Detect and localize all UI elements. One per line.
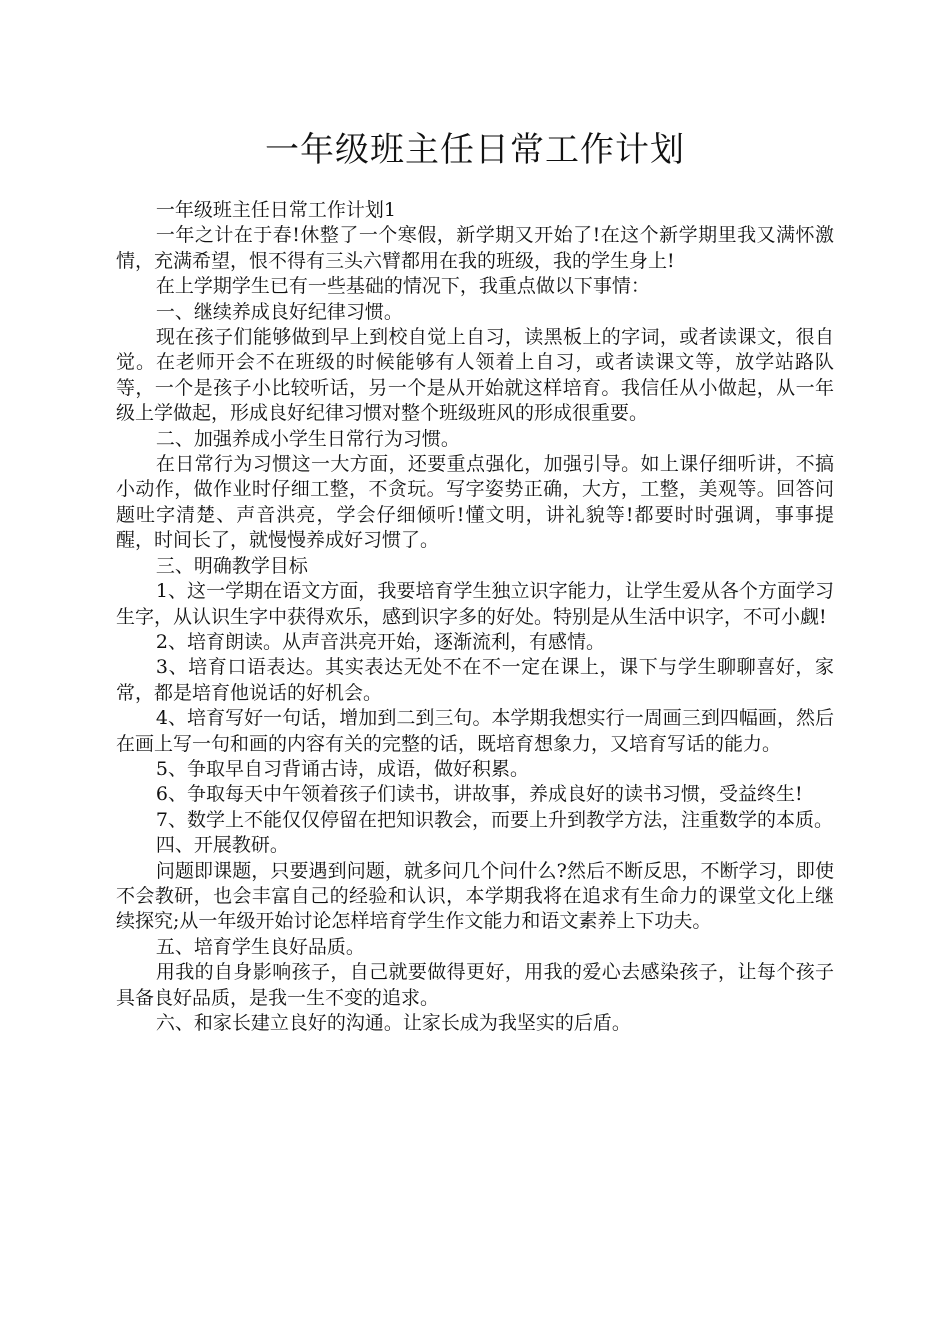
document-title: 一年级班主任日常工作计划 [265,130,685,170]
list-item-paragraph: 2、培育朗读。从声音洪亮开始，逐渐流利，有感情。 [155,630,605,653]
list-item-paragraph: 3、培育口语表达。其实表达无处不在不一定在课上，课下与学生聊聊喜好，家常，都是培育他说话的好机会。 [116,656,834,704]
subtitle-paragraph: 一年级班主任日常工作计划1 [155,199,396,221]
body-paragraph: 用我的自身影响孩子，自己就要做得更好，用我的爱心去感染孩子，让每个孩子具备良好品质，是我一生不变的追求。 [116,961,834,1009]
intro-paragraph: 在上学期学生已有一些基础的情况下，我重点做以下事情： [155,275,650,298]
section-heading: 三、明确教学目标 [155,554,308,577]
list-item-paragraph: 4、培育写好一句话，增加到二到三句。本学期我想实行一周画三到四幅画，然后在画上写一句和画的内容有关的完整的话，既培育想象力，又培育写话的能力。 [116,707,834,755]
section-heading: 五、培育学生良好品质。 [155,935,365,958]
section-heading: 四、开展教研。 [155,834,289,857]
body-paragraph: 在日常行为习惯这一大方面，还要重点强化，加强引导。如上课仔细听讲，不搞小动作，做作业时仔细工整，不贪玩。写字姿势正确，大方，工整，美观等。回答问题吐字清楚、声音洪亮，学会仔细倾听!懂文明，讲礼貌等!都要时时强调，事事提醒，时间长了，就慢慢养成好习惯了。 [116,453,834,552]
list-item-paragraph: 7、数学上不能仅仅停留在把知识教会，而要上升到教学方法，注重数学的本质。 [155,808,833,831]
section-heading: 六、和家长建立良好的沟通。让家长成为我坚实的后盾。 [155,1012,631,1034]
body-paragraph: 现在孩子们能够做到早上到校自觉上自习，读黑板上的字词，或者读课文，很自觉。在老师开会不在班级的时候能够有人领着上自习，或者读课文等，放学站路队等，一个是孩子小比较听话，另一个是从开始就这样培育。我信任从小做起，从一年级上学做起，形成良好纪律习惯对整个班级班风的形成很重要。 [116,326,834,425]
document-body [116,198,834,1036]
list-item-paragraph: 5、争取早自习背诵古诗，成语，做好积累。 [155,757,529,780]
section-heading: 二、加强养成小学生日常行为习惯。 [155,427,460,450]
section-heading: 一、继续养成良好纪律习惯。 [155,300,403,323]
body-paragraph: 问题即课题，只要遇到问题，就多问几个问什么?然后不断反思，不断学习，即使不会教研，也会丰富自己的经验和认识，本学期我将在追求有生命力的课堂文化上继续探究;从一年级开始讨论怎样培育学生作文能力和语文素养上下功夫。 [116,859,834,933]
list-item-paragraph: 6、争取每天中午领着孩子们读书，讲故事，养成良好的读书习惯，受益终生! [155,783,803,806]
intro-paragraph: 一年之计在于春!休整了一个寒假，新学期又开始了!在这个新学期里我又满怀激情，充满希望，恨不得有三头六臂都用在我的班级，我的学生身上! [116,224,834,272]
list-item-paragraph: 1、这一学期在语文方面，我要培育学生独立识字能力，让学生爱从各个方面学习生字，从认识生字中获得欢乐，感到识字多的好处。特别是从生活中识字，不可小觑! [116,580,834,628]
